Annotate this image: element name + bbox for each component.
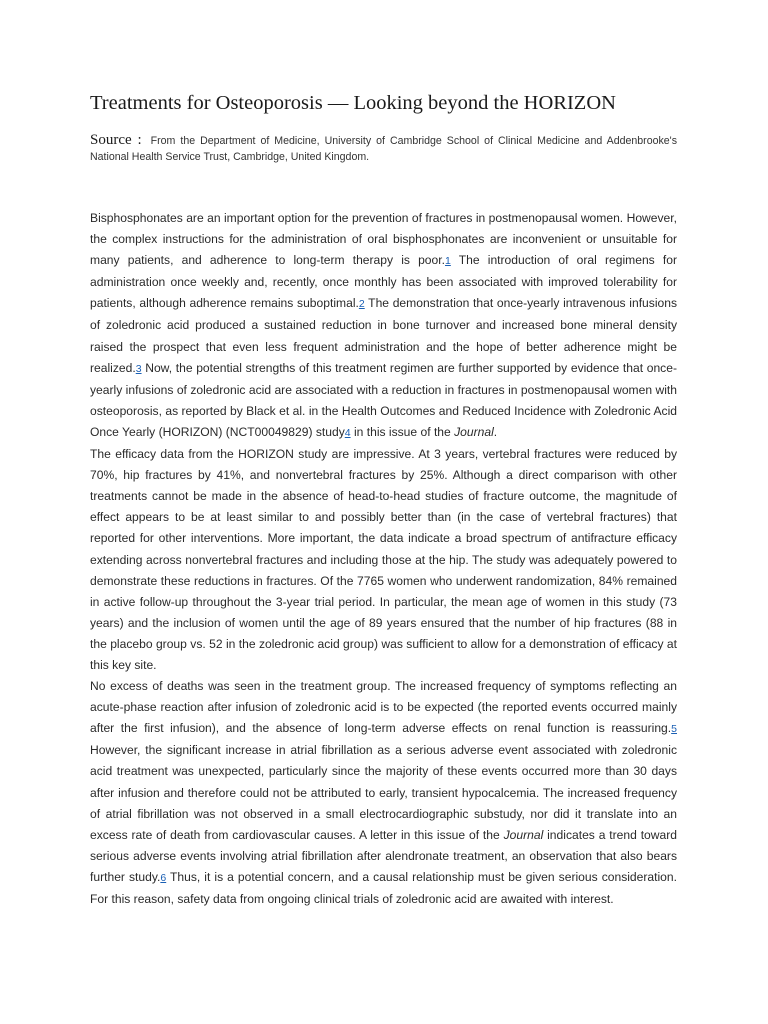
reference-link-5[interactable]: 5 <box>671 723 677 736</box>
paragraph-1-text-5: in this issue of the <box>350 424 455 439</box>
article-title: Treatments for Osteoporosis — Looking beyond the HORIZON <box>90 92 616 114</box>
paragraph-1-text-4: Now, the potential strengths of this treatment regimen are further supported by evidence that once-yearly infusions of zoledronic acid are associated with a reduction in fractures in postmenopausal women with osteoporosis, as reported by Black et al. in the Health Outcomes and Reduced Incidence with Zoledronic Acid Once Yearly (HORIZON) (NCT00049829) study <box>90 360 677 439</box>
source-line <box>90 132 677 165</box>
paragraph-1-text-2: The introduction of oral regimens for administration once weekly and, recently, once monthly has been associated with improved tolerability for patients, although adherence remains suboptimal. <box>90 253 677 311</box>
paragraph-1-text-6: . <box>493 424 498 439</box>
journal-italic: Journal <box>503 827 544 842</box>
paragraph-3-text-4: Thus, it is a potential concern, and a causal relationship must be given serious consideration. For this reason, safety data from ongoing clinical trials of zoledronic acid are awaited with interest. <box>90 869 677 906</box>
paragraph-3 <box>90 676 677 910</box>
paragraph-3-text-1: No excess of deaths was seen in the treatment group. The increased frequency of symptoms reflecting an acute-phase reaction after infusion of zoledronic acid is to be expected (the reported events occurred mainly after the first infusion), and the absence of long-term adverse effects on renal function is reassuring. <box>90 679 677 736</box>
journal-italic: Journal <box>454 424 494 439</box>
reference-link-6[interactable]: 6 <box>160 871 167 884</box>
paragraph-2: The efficacy data from the HORIZON study are impressive. At 3 years, vertebral fractures were reduced by 70%, hip fractures by 41%, and nonvertebral fractures by 25%. Although a direct comparison with other treatments cannot be made in the absence of head-to-head studies of fracture outcome, the magnitude of effect appears to be at least similar to and possibly better than (in the case of vertebral fractures) that reported for other interventions. More important, the data indicate a broad spectrum of antifracture efficacy extending across nonvertebral fractures and including those at the hip. The study was adequately powered to demonstrate these reductions in fractures. Of the 7765 women who underwent randomization, 84% remained in active follow-up throughout the 3-year trial period. In particular, the mean age of women in this study (73 years) and the inclusion of women until the age of 89 years ensured that the number of hip fractures (88 in the placebo group vs. 52 in the zoledronic acid group) was sufficient to allow for a demonstration of efficacy at this key site. <box>90 447 677 672</box>
paragraph-3-text-2: However, the significant increase in atrial fibrillation as a serious adverse event associated with zoledronic acid treatment was unexpected, particularly since the majority of these events occurred more than 30 days after infusion and therefore could not be attributed to early, transient hypocalcemia. The increased frequency of atrial fibrillation was not observed in a small electrocardiographic substudy, nor did it translate into an excess rate of death from cardiovascular causes. A letter in this issue of the <box>90 743 677 842</box>
reference-link-1[interactable]: 1 <box>444 255 451 268</box>
source-label: Source : <box>90 132 142 148</box>
article <box>90 88 677 910</box>
reference-link-4[interactable]: 4 <box>344 426 351 439</box>
article-body <box>90 208 677 910</box>
paragraph-1 <box>90 208 677 444</box>
paragraph-1-text-1: Bisphosphonates are an important option for the prevention of fractures in postmenopausal women. However, the complex instructions for the administration of oral bisphosphonates are inconvenient or unsuitable for many patients, and adherence to long-term therapy is poor. <box>90 211 677 268</box>
paragraph-1-text-3: The demonstration that once-yearly intravenous infusions of zoledronic acid produced a sustained reduction in bone turnover and increased bone mineral density raised the prospect that even less frequent administration and the hope of better adherence might be realized. <box>90 296 678 375</box>
source-text: From the Department of Medicine, University of Cambridge School of Clinical Medicine and Addenbrooke's National Health Service Trust, Cambridge, United Kingdom. <box>90 135 677 163</box>
reference-link-3[interactable]: 3 <box>135 362 142 375</box>
paragraph-3-text-3: indicates a trend toward serious adverse events involving atrial fibrillation after alendronate treatment, an observation that also bears further study. <box>90 827 677 884</box>
reference-link-2[interactable]: 2 <box>358 298 365 311</box>
